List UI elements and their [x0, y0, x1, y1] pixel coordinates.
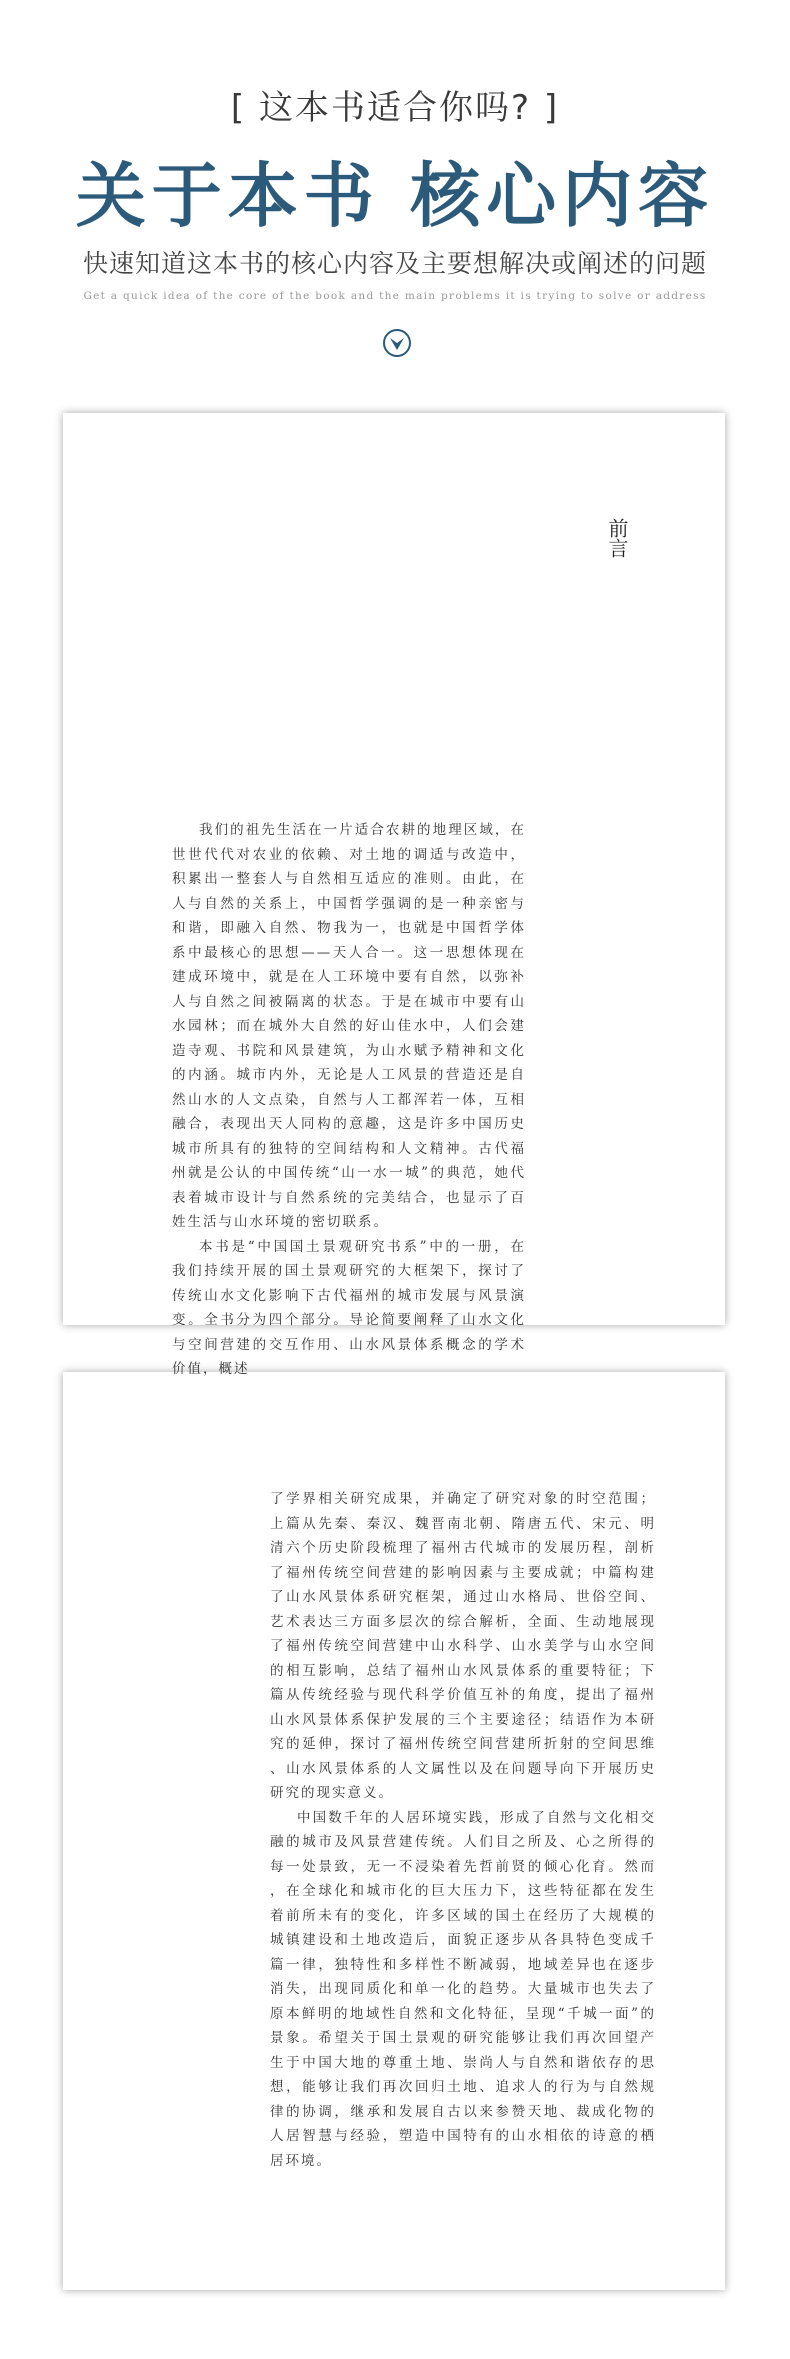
book-page-2	[63, 1372, 725, 2290]
book-page-1	[63, 413, 725, 1377]
paragraph: 我们的祖先生活在一片适合农耕的地理区域，在世世代代对农业的依赖、对土地的调适与改造中，积累出一整套人与自然相互适应的准则。由此，在人与自然的关系上，中国哲学强调的是一种亲密与和谐，即融入自然、物我为一，也就是中国哲学体系中最核心的思想——天人合一。这一思想体现在建成环境中，就是在人工环境中要有自然，以弥补人与自然之间被隔离的状态。于是在城市中要有山水园林；而在城外大自然的好山佳水中，人们会建造寺观、书院和风景建筑，为山水赋予精神和文化的内涵。城市内外，无论是人工风景的营造还是自然山水的人文点染，自然与人工都浑若一体，互相融合，表现出天人同构的意趣，这是许多中国历史城市所具有的独特的空间结构和人文精神。古代福州就是公认的中国传统“山一水一城”的典范，她代表着城市设计与自然系统的完美结合，也显示了百姓生活与山水环境的密切联系。	[172, 822, 526, 1230]
paragraph: 本书是“中国国土景观研究书系”中的一册，在我们持续开展的国土景观研究的大框架下，探讨了传统山水文化影响下古代福州的城市发展与风景演变。全书分为四个部分。导论简要阐释了山水文化与空间营建的交互作用、山水风景体系概念的学术价值，概述	[172, 1238, 526, 1377]
preface-heading: 前言	[605, 518, 629, 558]
section-kicker: [ 这本书适合你吗? ]	[230, 88, 560, 128]
section-title: 关于本书 核心内容	[75, 154, 715, 237]
preface-text	[172, 818, 526, 1382]
preface-text-continued	[270, 1487, 656, 2173]
english-subtitle: Get a quick idea of the core of the book and the main problems it is trying to solve or address	[83, 290, 707, 302]
paragraph: 中国数千年的人居环境实践，形成了自然与文化相交融的城市及风景营建传统。人们目之所及、心之所得的每一处景致，无一不浸染着先哲前贤的倾心化育。然而，在全球化和城市化的巨大压力下，这些特征都在发生着前所未有的变化，许多区域的国土在经历了大规模的城镇建设和土地改造后，面貌正逐步从各具特色变成千篇一律，独特性和多样性不断减弱，地域差异也在逐步消失，出现同质化和单一化的趋势。大量城市也失去了原本鲜明的地域性自然和文化特征，呈现“千城一面”的景象。希望关于国土景观的研究能够让我们再次回望产生于中国大地的尊重土地、崇尚人与自然和谐依存的思想，能够让我们再次回归土地、追求人的行为与自然规律的协调，继承和发展自古以来参赞天地、裁成化物的人居智慧与经验，塑造中国特有的山水相依的诗意的栖居环境。	[270, 1809, 656, 2169]
paragraph: 了学界相关研究成果，并确定了研究对象的时空范围；上篇从先秦、秦汉、魏晋南北朝、隋唐五代、宋元、明清六个历史阶段梳理了福州古代城市的发展历程，剖析了福州传统空间营建的影响因素与主要成就；中篇构建了山水风景体系研究框架，通过山水格局、世俗空间、艺术表达三方面多层次的综合解析，全面、生动地展现了福州传统空间营建中山水科学、山水美学与山水空间的相互影响，总结了福州山水风景体系的重要特征；下篇从传统经验与现代科学价值互补的角度，提出了福州山水风景体系保护发展的三个主要途径；结语作为本研究的延伸，探讨了福州传统空间营建所折射的空间思维、山水风景体系的人文属性以及在问题导向下开展历史研究的现实意义。	[270, 1491, 656, 1801]
chevron-down-circle-icon[interactable]	[383, 329, 411, 357]
section-subtitle: 快速知道这本书的核心内容及主要想解决或阐述的问题	[82, 249, 707, 278]
